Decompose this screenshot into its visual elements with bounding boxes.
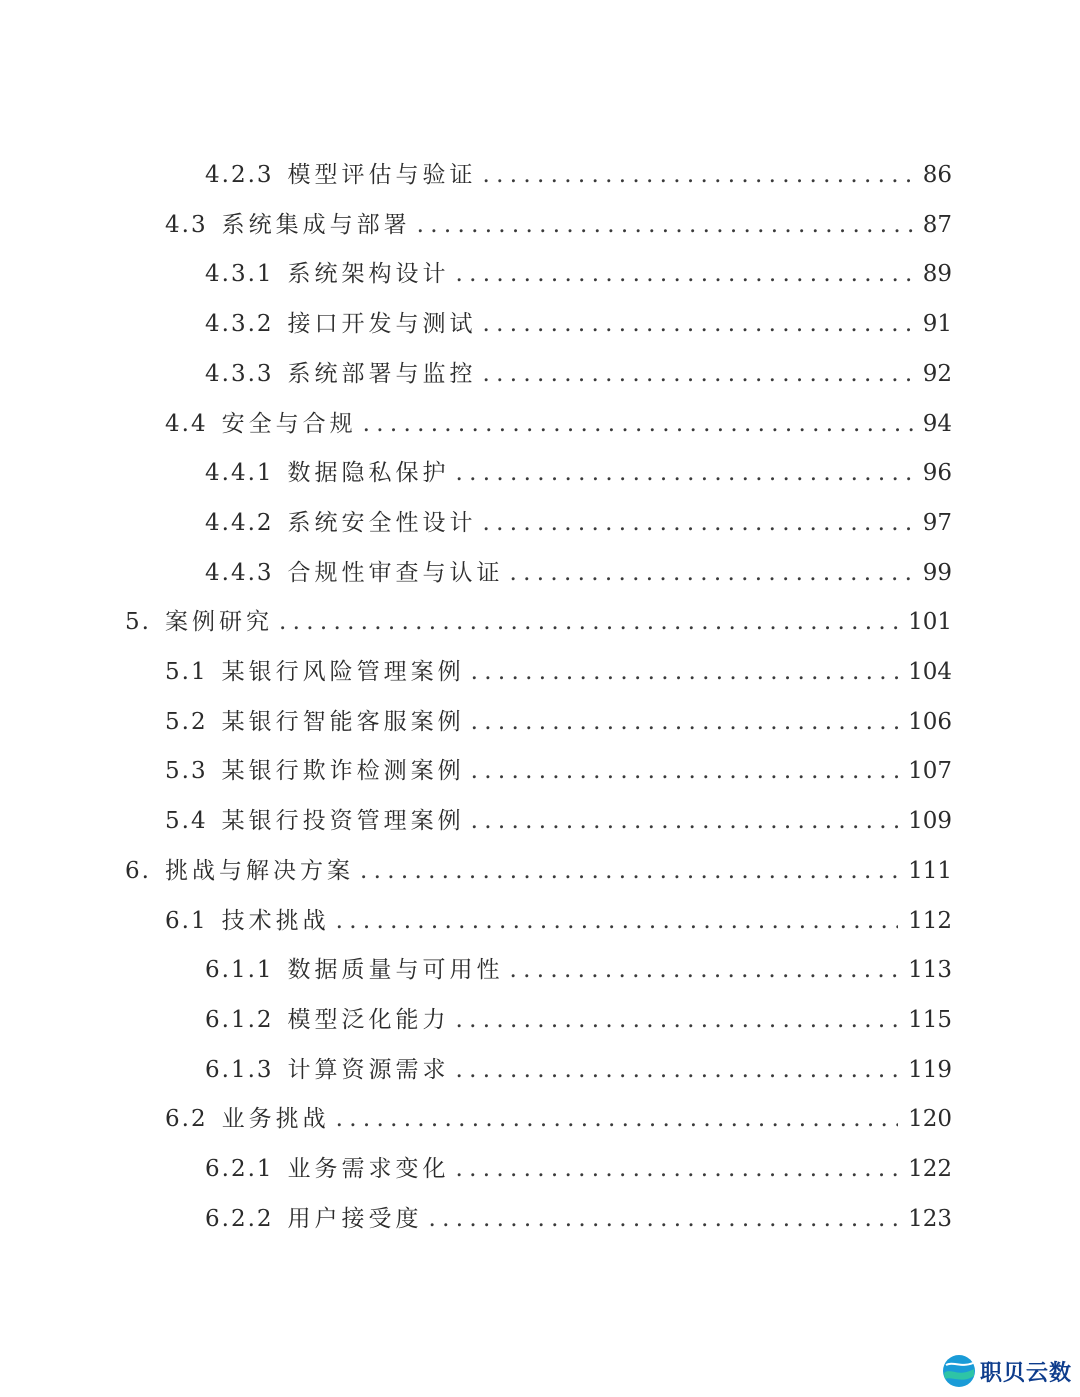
toc-entry [205,1050,952,1090]
toc-entry-number: 5.4 [165,808,208,835]
toc-entry-number: 4.4.1 [205,460,274,487]
toc-entry-title: 挑战与解决方案 [164,857,354,884]
toc-entry-page: 89 [922,261,952,288]
toc-entry-title: 合规性审查与认证 [287,559,504,586]
toc-entry-page: 92 [922,360,952,387]
dot-leader [483,304,913,344]
toc-entry-number: 6.2.1 [205,1156,274,1182]
toc-entry-title: 系统安全性设计 [287,509,477,536]
toc-entry-number: 4.4.3 [205,559,274,586]
toc-entry-number: 6.2 [165,1106,208,1133]
dot-leader [483,354,913,394]
dot-leader [360,851,898,891]
dot-leader [456,453,913,493]
toc-entry [205,453,952,493]
toc-entry-page: 104 [908,659,952,685]
dot-leader [456,1149,899,1189]
toc-entry-title: 某银行欺诈检测案例 [221,758,465,785]
toc-entry-page: 101 [908,609,952,636]
toc-entry-title: 计算资源需求 [287,1056,450,1083]
toc-entry-page: 112 [908,907,952,934]
toc-entry [125,602,952,642]
toc-entry [205,1000,952,1040]
toc-entry-number: 6.2.2 [205,1205,274,1232]
toc-entry [165,702,952,742]
toc-entry-number: 4.4.2 [205,509,274,536]
toc-entry [205,503,952,543]
dot-leader [471,801,899,841]
toc-entry-number: 4.2.3 [205,162,274,188]
toc-entry-number: 5.2 [165,708,208,735]
toc-entry [125,851,952,891]
dot-leader [363,404,913,444]
toc-entry-page: 106 [908,708,952,735]
toc-entry-title: 业务需求变化 [287,1156,450,1182]
toc-entry-page: 96 [922,460,952,487]
toc-entry-page: 94 [922,410,952,437]
dot-leader [417,205,913,245]
toc-entry-title: 业务挑战 [221,1106,330,1133]
dot-leader [471,702,899,742]
dot-leader [336,901,899,941]
toc-entry-page: 113 [908,957,952,984]
toc-entry-page: 107 [908,758,952,785]
toc-entry-page: 115 [908,1006,952,1033]
toc-entry [165,404,952,444]
toc-entry-title: 某银行风险管理案例 [221,659,465,685]
toc-entry-number: 6. [125,857,151,884]
dot-leader [279,602,898,642]
toc-entry [165,205,952,245]
toc-entry-number: 6.1.3 [205,1056,274,1083]
toc-entry-number: 5.3 [165,758,208,785]
dot-leader [429,1199,899,1239]
toc-entry-number: 5. [125,609,151,636]
toc-entry-title: 案例研究 [164,609,273,636]
toc-entry [205,304,952,344]
toc-entry-number: 4.3.1 [205,261,274,288]
toc-entry-page: 111 [908,857,952,884]
globe-wave-icon [942,1354,976,1388]
toc-entry-title: 接口开发与测试 [287,311,477,338]
toc-entry-title: 数据隐私保护 [287,460,450,487]
toc-entry-number: 4.3.3 [205,360,274,387]
toc-entry-page: 91 [922,311,952,338]
toc-entry [165,1099,952,1139]
toc-entry-title: 安全与合规 [221,410,357,437]
toc-entry-number: 6.1.1 [205,957,274,984]
toc-entry-number: 4.3.2 [205,311,274,338]
dot-leader [471,652,899,692]
toc-entry-page: 87 [922,211,952,238]
watermark-text: 职贝云数 [979,1360,1072,1386]
dot-leader [456,1000,899,1040]
toc-entry-title: 某银行投资管理案例 [221,808,465,835]
dot-leader [336,1099,899,1139]
toc-entry-title: 系统架构设计 [287,261,450,288]
toc-entry-number: 6.1.2 [205,1006,274,1033]
toc-entry-title: 技术挑战 [221,907,330,934]
dot-leader [456,1050,899,1090]
toc-entry [165,801,952,841]
toc-entry [165,751,952,791]
toc-entry-title: 某银行智能客服案例 [221,708,465,735]
toc-entry [165,652,952,692]
toc-entry [205,354,952,394]
toc-entry-page: 119 [908,1056,952,1083]
toc-entry-page: 99 [922,559,952,586]
toc-entry [205,155,952,195]
toc-entry-number: 4.4 [165,410,208,437]
toc-entry [165,901,952,941]
dot-leader [483,155,913,195]
toc-entry-title: 系统集成与部署 [221,211,411,238]
toc-entry-page: 122 [908,1156,952,1182]
toc-entry [205,1199,952,1239]
dot-leader [510,950,899,990]
dot-leader [471,751,899,791]
toc-entry-page: 97 [922,509,952,536]
toc-entry [205,553,952,593]
toc-entry-page: 109 [908,808,952,835]
toc-entry [205,1149,952,1189]
watermark-logo [942,1351,1072,1391]
toc-entry [205,254,952,294]
toc-entry-page: 123 [908,1205,952,1232]
toc-entry [205,950,952,990]
toc-entry-number: 5.1 [165,659,208,685]
toc-entry-number: 4.3 [165,211,208,238]
dot-leader [510,553,913,593]
toc-entry-page: 120 [908,1106,952,1133]
toc-entry-page: 86 [922,162,952,188]
toc-entry-title: 用户接受度 [287,1205,423,1232]
toc-entry-title: 数据质量与可用性 [287,957,504,984]
dot-leader [483,503,913,543]
dot-leader [456,254,913,294]
toc-entry-title: 系统部署与监控 [287,360,477,387]
toc-entry-number: 6.1 [165,907,208,934]
toc-entry-title: 模型泛化能力 [287,1006,450,1033]
toc-entry-title: 模型评估与验证 [287,162,477,188]
